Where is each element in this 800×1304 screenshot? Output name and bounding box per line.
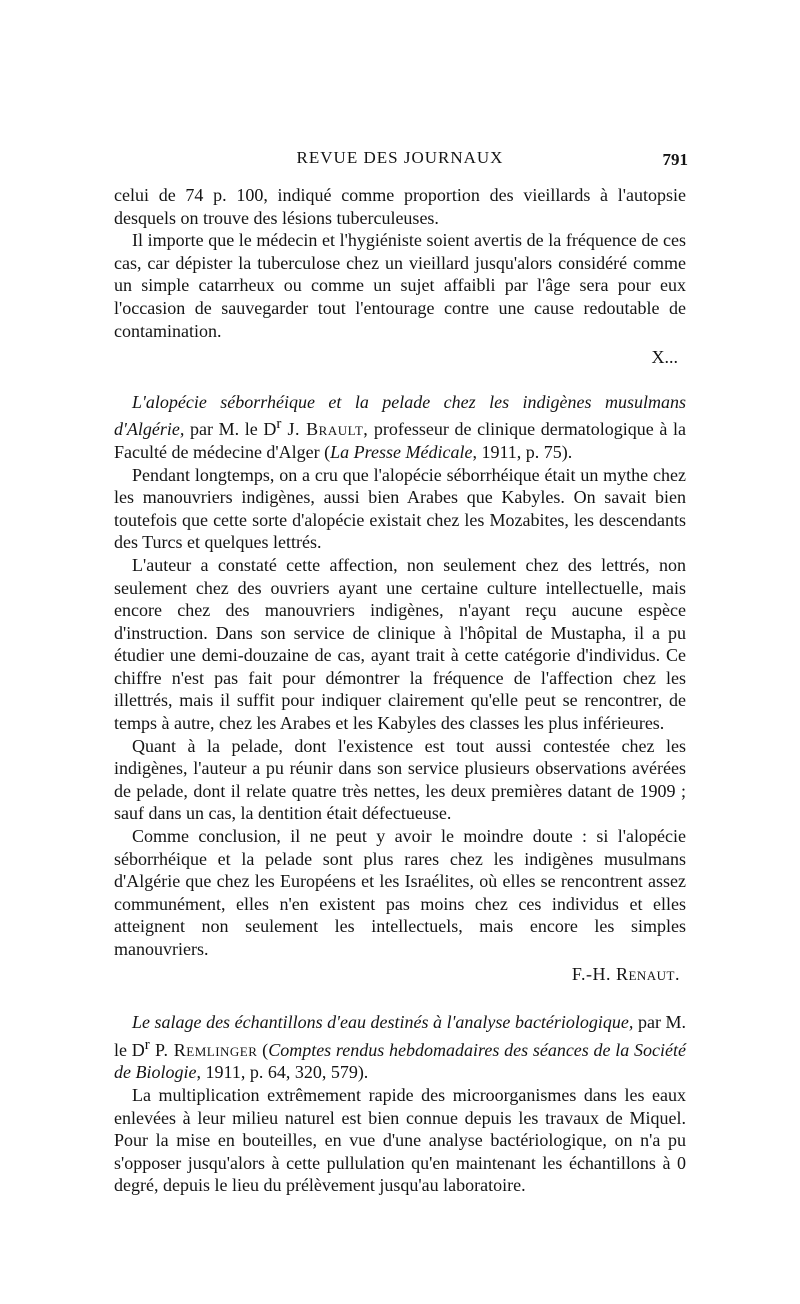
signature-renaut: F.-H. Renaut. [571,963,680,984]
paragraph: Comme conclusion, il ne peut y avoir le moindre doute : si l'alopécie séborrhéique et la pelade sont plus rares chez les indigènes musulmans d'Algérie que chez les Européens et les Israélites, où elles se rencontrent assez communément, elles n'en existent pas moins chez ces individus et elles atteignent non seulement les intellectuels, mais encore les simples manouvriers. [114,826,686,959]
author-prefix: par M. le D [114,1012,686,1060]
article-title: Le salage des échantillons d'eau destinés à l'analyse bactériologique, [132,1012,634,1033]
page-header [114,148,686,174]
article-title: L'alopécie séborrhéique et la pelade chez les indigènes musulmans d'Algérie, [114,391,686,440]
dr-superscript: r [144,1036,150,1053]
journal-name: La Presse Médicale [330,441,473,462]
paragraph: La multiplication extrêmement rapide des microorganismes dans les eaux enlevées à leur milieu naturel est bien connue depuis les travaux de Miquel. Pour la mise en bouteilles, en vue d'une analyse bactériologique, on n'a pu s'opposer jusqu'alors à cette pullulation qu'en maintenant les échantillons à 0 degré, depuis le lieu du prélèvement jusqu'au laboratoire. [114,1084,686,1196]
author-name: J. Brault, [281,419,369,440]
journal-name: Comptes rendus hebdomadaires des séances de la Société de Biologie [114,1039,687,1083]
article-heading-alopecie [114,391,686,464]
author-affiliation: professeur de clinique dermatologique à la Faculté de médecine d'Alger ( [114,419,686,462]
dr-superscript: r [276,416,282,433]
author-prefix: par M. le D [184,419,277,440]
citation-details: , 1911, p. 75). [472,441,573,462]
citation-details: , 1911, p. 64, 320, 579). [196,1062,369,1083]
article-body [114,184,686,1197]
article-heading-salage [114,1011,686,1084]
paragraph: Il importe que le médecin et l'hygiéniste soient avertis de la fréquence de ces cas, car dépister la tuberculose chez un vieillard jusqu'alors considéré comme un simple catarrheux ou comme un sujet affaibli par l'âge sera pour eux l'occasion de sauvegarder tout l'entourage contre une cause redoutable de contamination. [114,230,686,341]
author-name: P. Remlinger [149,1039,258,1060]
paragraph: Quant à la pelade, dont l'existence est tout aussi contestée chez les indigènes, l'auteur a pu réunir dans son service plusieurs observations avérées de pelade, dont il relate quatre très nettes, les deux premières datant de 1909 ; sauf dans un cas, la dentition était défectueuse. [114,735,686,824]
paragraph: L'auteur a constaté cette affection, non seulement chez des lettrés, non seulement chez des ouvriers ayant une certaine culture intellectuelle, mais encore chez des manouvriers indigènes, n'ayant reçu aucune espèce d'instruction. Dans son service de clinique à l'hôpital de Mustapha, il a pu étudier une demi-douzaine de cas, ayant trait à cette catégorie d'individus. Ce chiffre n'est pas fait pour démontrer la fréquence de l'affection chez les illettrés, mais il suffit pour indiquer clairement qu'elle peut se rencontrer, de temps à autre, chez les Arabes et les Kabyles des classes les plus inférieures. [114,554,686,734]
signature-x: X... [651,347,678,368]
paragraph-continuation: celui de 74 p. 100, indiqué comme proportion des vieillards à l'autopsie desquels on trouve des lésions tuberculeuses. [114,185,686,228]
paragraph: Pendant longtemps, on a cru que l'alopécie séborrhéique était un mythe chez les manouvriers indigènes, aussi bien Arabes que Kabyles. On savait bien toutefois que cette sorte d'alopécie existait chez les Mozabites, les descendants des Turcs et quelques lettrés. [114,464,686,553]
citation-open: ( [257,1039,269,1060]
running-title: REVUE DES JOURNAUX [296,148,504,167]
page-number: 791 [662,150,688,169]
